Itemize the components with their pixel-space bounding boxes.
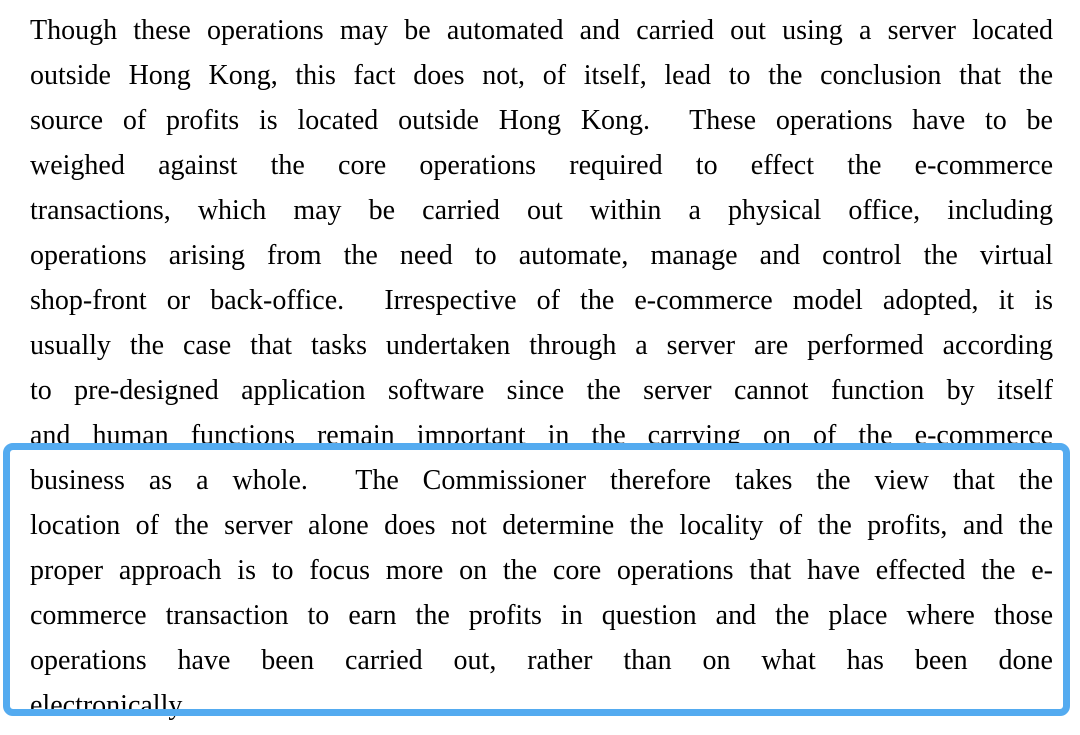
- text-line: operations have been carried out, rather than on what has been done: [30, 645, 1053, 676]
- text-line: to pre-designed application software since the server cannot function by itself: [30, 375, 1053, 406]
- text-line: weighed against the core operations required to effect the e-commerce: [30, 150, 1053, 181]
- text-line: location of the server alone does not determine the locality of the profits, and the: [30, 510, 1053, 541]
- text-line: Though these operations may be automated and carried out using a server located: [30, 15, 1053, 46]
- text-line: outside Hong Kong, this fact does not, of itself, lead to the conclusion that the: [30, 60, 1053, 91]
- text-line: usually the case that tasks undertaken through a server are performed according: [30, 330, 1053, 361]
- paragraph: [30, 8, 1053, 728]
- text-line: and human functions remain important in the carrying on of the e-commerce: [30, 420, 1053, 451]
- text-line: commerce transaction to earn the profits in question and the place where those: [30, 600, 1053, 631]
- text-line: electronically.: [30, 690, 188, 721]
- text-line: shop-front or back-office. Irrespective of the e-commerce model adopted, it is: [30, 285, 1053, 316]
- text-line: business as a whole. The Commissioner therefore takes the view that the: [30, 465, 1053, 496]
- text-line: proper approach is to focus more on the core operations that have effected the e-: [30, 555, 1053, 586]
- text-line: operations arising from the need to automate, manage and control the virtual: [30, 240, 1053, 271]
- text-line: transactions, which may be carried out within a physical office, including: [30, 195, 1053, 226]
- text-line: source of profits is located outside Hong Kong. These operations have to be: [30, 105, 1053, 136]
